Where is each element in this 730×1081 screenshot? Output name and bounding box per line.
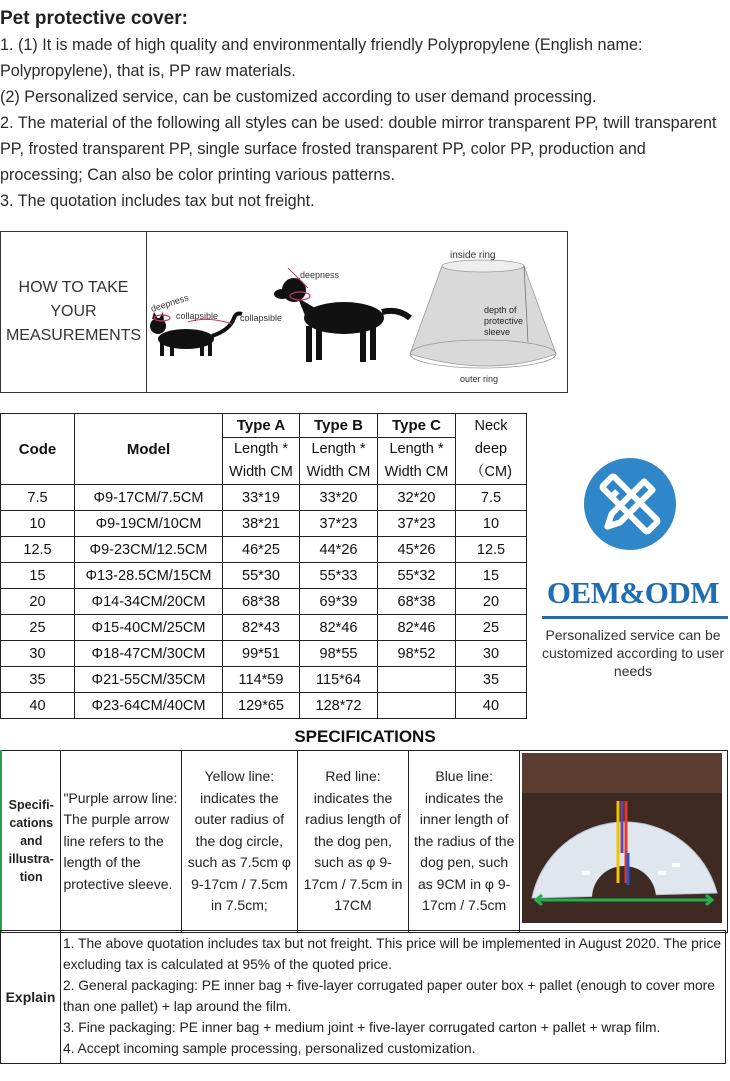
oem-underline — [542, 616, 728, 619]
size-cell-neck: 20 — [456, 589, 527, 615]
size-cell-a: 114*59 — [223, 667, 300, 693]
cover-photo — [522, 753, 722, 923]
intro-line: 3. The quotation includes tax but not freight. — [0, 192, 315, 210]
measurement-illustration — [148, 232, 568, 392]
size-cell-c: 37*23 — [378, 511, 456, 537]
cat-deepness-label: deepness — [149, 292, 190, 314]
size-cell-neck: 10 — [456, 511, 527, 537]
size-cell-a: 55*30 — [223, 563, 300, 589]
cat-collapsible-label: collapsible — [176, 311, 219, 321]
neck-header: Neck deep （CM) — [456, 414, 527, 485]
cone-diagram — [410, 260, 556, 368]
depth-label-3: sleeve — [484, 327, 511, 337]
size-cell-c: 55*32 — [378, 563, 456, 589]
size-cell-b: 115*64 — [300, 667, 378, 693]
size-cell-code: 10 — [1, 511, 75, 537]
size-cell-b: 37*23 — [300, 511, 378, 537]
size-cell-code: 30 — [1, 641, 75, 667]
size-cell-a: 82*43 — [223, 615, 300, 641]
measurement-guide — [0, 231, 568, 393]
pencil-ruler-icon — [584, 458, 676, 550]
specifications-label: Specifi-cations and illustra-tion — [1, 751, 61, 933]
depth-label-1: depth of — [484, 305, 517, 315]
size-cell-a: 99*51 — [223, 641, 300, 667]
size-cell-neck: 7.5 — [456, 485, 527, 511]
explain-label: Explain — [1, 931, 61, 1064]
size-cell-b: 55*33 — [300, 563, 378, 589]
size-cell-code: 7.5 — [1, 485, 75, 511]
size-cell-c: 45*26 — [378, 537, 456, 563]
dim-c-header: Length * Width CM — [378, 438, 456, 485]
size-cell-c — [378, 693, 456, 719]
dim-b-header: Length * Width CM — [300, 438, 378, 485]
dog-collapsible-label: collapsible — [240, 313, 283, 323]
size-cell-model: Φ13-28.5CM/15CM — [75, 563, 223, 589]
size-row — [1, 693, 527, 719]
yellow-line-text: Yellow line: indicates the outer radius of the dog circle, such as 7.5cm φ 9-17cm / 7.5cm in 7.5cm; — [182, 751, 298, 933]
size-cell-model: Φ18-47CM/30CM — [75, 641, 223, 667]
explain-item: 4. Accept incoming sample processing, personalized customization. — [62, 1041, 476, 1056]
size-cell-code: 15 — [1, 563, 75, 589]
purple-line-text: "Purple arrow line: The purple arrow line refers to the length of the protective sleeve. — [61, 751, 182, 933]
intro-section — [0, 6, 730, 214]
size-row — [1, 615, 527, 641]
size-row — [1, 667, 527, 693]
size-cell-b: 33*20 — [300, 485, 378, 511]
explain-item: 2. General packaging: PE inner bag + five-layer corrugated paper outer box + pallet (enough to cover more than one pallet) + lap around the film. — [62, 978, 715, 1014]
intro-line: 2. The material of the following all styles can be used: double mirror transparent PP, twill transparent PP, frosted transparent PP, single surface frosted transparent PP, color PP, production and processing; Can also be color printing various patterns. — [0, 114, 717, 184]
size-row — [1, 563, 527, 589]
intro-line: (2) Personalized service, can be customized according to user demand processing. — [0, 88, 597, 106]
size-cell-b: 128*72 — [300, 693, 378, 719]
size-cell-a: 68*38 — [223, 589, 300, 615]
depth-label-2: protective — [484, 316, 524, 326]
size-cell-model: Φ21-55CM/35CM — [75, 667, 223, 693]
oem-caption: Personalized service can be customized according to user needs — [541, 627, 725, 679]
size-cell-model: Φ9-19CM/10CM — [75, 511, 223, 537]
size-cell-code: 35 — [1, 667, 75, 693]
size-cell-code: 20 — [1, 589, 75, 615]
size-cell-code: 12.5 — [1, 537, 75, 563]
size-cell-b: 82*46 — [300, 615, 378, 641]
size-cell-model: Φ9-23CM/12.5CM — [75, 537, 223, 563]
size-cell-a: 129*65 — [223, 693, 300, 719]
size-cell-neck: 30 — [456, 641, 527, 667]
size-table — [0, 413, 527, 719]
intro-line: 1. (1) It is made of high quality and environmentally friendly Polypropylene (English name: Polypropylene), that is, PP raw materials. — [0, 36, 643, 80]
size-cell-code: 40 — [1, 693, 75, 719]
size-cell-b: 44*26 — [300, 537, 378, 563]
size-cell-neck: 35 — [456, 667, 527, 693]
dim-a-header: Length * Width CM — [223, 438, 300, 485]
size-cell-c: 98*52 — [378, 641, 456, 667]
size-cell-neck: 15 — [456, 563, 527, 589]
size-row — [1, 511, 527, 537]
size-cell-neck: 40 — [456, 693, 527, 719]
size-cell-model: Φ14-34CM/20CM — [75, 589, 223, 615]
size-cell-c: 68*38 — [378, 589, 456, 615]
size-row — [1, 485, 527, 511]
model-header: Model — [75, 414, 223, 485]
dog-silhouette — [274, 278, 410, 362]
type-c-header: Type C — [378, 414, 456, 438]
outer-ring-label: outer ring — [460, 374, 499, 384]
size-row — [1, 537, 527, 563]
blue-line-text: Blue line: indicates the inner length of the radius of the dog pen, such as 9CM in φ 9-17cm / 7.5cm — [409, 751, 520, 933]
howto-text: HOW TO TAKE YOUR MEASUREMENTS — [5, 279, 142, 344]
code-header: Code — [1, 414, 75, 485]
dog-deepness-label: deepness — [300, 270, 340, 280]
explain-table — [0, 930, 726, 1064]
specifications-title: SPECIFICATIONS — [294, 727, 436, 746]
size-cell-neck: 12.5 — [456, 537, 527, 563]
size-rows — [1, 485, 527, 719]
size-row — [1, 641, 527, 667]
size-cell-c: 32*20 — [378, 485, 456, 511]
cover-photo-cell — [519, 751, 727, 933]
size-cell-b: 98*55 — [300, 641, 378, 667]
size-cell-model: Φ15-40CM/25CM — [75, 615, 223, 641]
explain-item: 3. Fine packaging: PE inner bag + medium joint + five-layer corrugated carton + pallet + wrap film. — [62, 1020, 661, 1035]
type-b-header: Type B — [300, 414, 378, 438]
size-row — [1, 589, 527, 615]
oem-brand: OEM&ODM — [546, 575, 720, 610]
oem-badge — [536, 458, 730, 688]
size-cell-neck: 25 — [456, 615, 527, 641]
inside-ring-label: inside ring — [450, 250, 496, 261]
size-cell-code: 25 — [1, 615, 75, 641]
size-cell-a: 38*21 — [223, 511, 300, 537]
size-cell-c — [378, 667, 456, 693]
type-a-header: Type A — [223, 414, 300, 438]
intro-title: Pet protective cover: — [0, 8, 188, 29]
howto-label — [1, 232, 147, 392]
size-cell-c: 82*46 — [378, 615, 456, 641]
size-cell-a: 33*19 — [223, 485, 300, 511]
explain-item: 1. The above quotation includes tax but not freight. This price will be implemented in August 2020. The price excluding tax is calculated at 95% of the quoted price. — [62, 936, 722, 972]
size-cell-a: 46*25 — [223, 537, 300, 563]
red-line-text: Red line: indicates the radius length of the dog pen, such as φ 9-17cm / 7.5cm in 17CM — [297, 751, 409, 933]
size-cell-b: 69*39 — [300, 589, 378, 615]
specifications-table — [0, 750, 728, 933]
size-cell-model: Φ9-17CM/7.5CM — [75, 485, 223, 511]
size-cell-model: Φ23-64CM/40CM — [75, 693, 223, 719]
